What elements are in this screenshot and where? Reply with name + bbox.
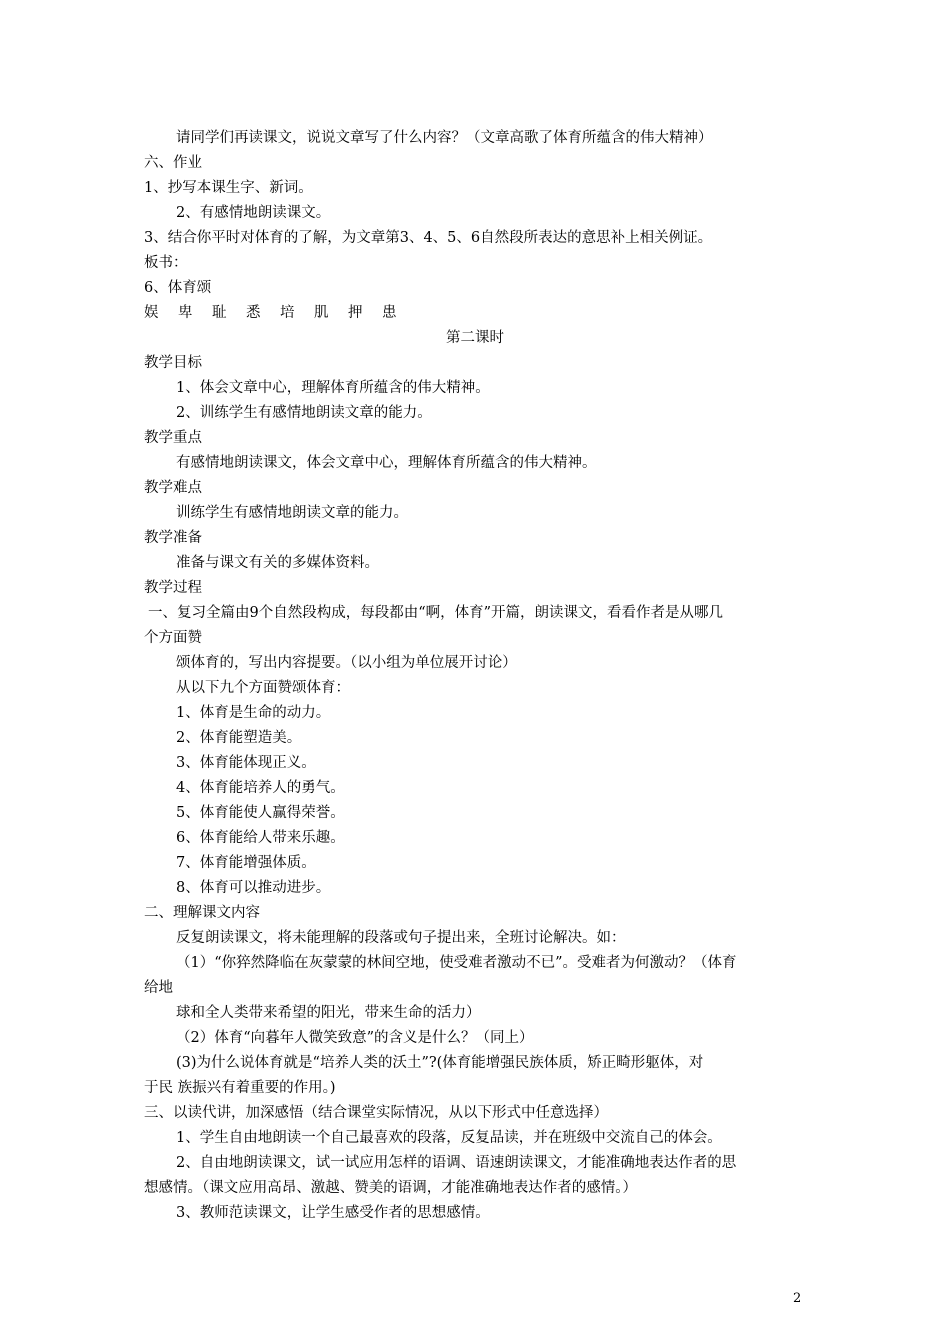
text-line: 2、训练学生有感情地朗读文章的能力。 [176,405,432,421]
board-char: 肌 [314,305,329,321]
text-line: 训练学生有感情地朗读文章的能力。 [176,505,408,521]
list-item: 5、体育能使人赢得荣誉。 [176,805,345,821]
section-heading: 二、理解课文内容 [144,905,260,921]
section-heading: 教学过程 [144,580,202,596]
text-line: 反复朗读课文，将未能理解的段落或句子提出来，全班讨论解决。如： [176,930,626,946]
list-item: 1、体育是生命的动力。 [176,705,331,721]
list-item: 6、体育能给人带来乐趣。 [176,830,345,846]
board-char: 培 [280,305,295,321]
text-line: 有感情地朗读课文，体会文章中心，理解体育所蕴含的伟大精神。 [176,455,597,471]
section-heading: 三、以读代讲，加深感悟（结合课堂实际情况，从以下形式中任意选择） [144,1105,608,1121]
text-line: 3、结合你平时对体育的了解，为文章第3、4、5、6自然段所表达的意思补上相关例证。 [144,230,713,246]
section-heading: 教学准备 [144,530,202,546]
text-line: 板书： [144,255,188,271]
board-characters [144,303,416,323]
text-line: 颂体育的，写出内容提要。（以小组为单位展开讨论） [176,655,517,671]
list-item: 4、体育能培养人的勇气。 [176,780,345,796]
text-line: (3)为什么说体育就是“培养人类的沃土”?(体育能增强民族体质，矫正畸形躯体，对 [176,1055,704,1071]
board-char: 卑 [178,305,193,321]
list-item: 7、体育能增强体质。 [176,855,316,871]
list-item: 3、体育能体现正义。 [176,755,316,771]
text-line: 一、复习全篇由9个自然段构成，每段都由“啊，体育”开篇，朗读课文，看看作者是从哪几 [148,605,724,621]
text-line: 给地 [144,980,173,996]
section-heading: 教学重点 [144,430,202,446]
text-line: 2、自由地朗读课文，试一试应用怎样的语调、语速朗读课文，才能准确地表达作者的思 [176,1155,737,1171]
text-line: 3、教师范读课文，让学生感受作者的思想感情。 [176,1205,490,1221]
section-heading: 教学难点 [144,480,202,496]
text-line: 1、学生自由地朗读一个自己最喜欢的段落，反复品读，并在班级中交流自己的体会。 [176,1130,722,1146]
text-line: 请同学们再读课文，说说文章写了什么内容？（文章高歌了体育所蕴含的伟大精神） [176,130,713,146]
list-item: 8、体育可以推动进步。 [176,880,331,896]
list-item: 2、体育能塑造美。 [176,730,302,746]
section-heading: 六、作业 [144,155,202,171]
text-line: 个方面赞 [144,630,202,646]
text-line: 准备与课文有关的多媒体资料。 [176,555,379,571]
text-line: 球和全人类带来希望的阳光，带来生命的活力） [176,1005,481,1021]
text-line: 想感情。（课文应用高昂、激越、赞美的语调，才能准确地表达作者的感情。） [144,1180,637,1196]
text-line: （1）“你猝然降临在灰蒙蒙的林间空地，使受难者激动不已”。受难者为何激动？（体育 [176,955,737,971]
board-char: 耻 [212,305,227,321]
lesson-title: 第二课时 [446,330,504,346]
text-line: 从以下九个方面赞颂体育： [176,680,350,696]
page-number: 2 [793,1291,802,1306]
board-char: 患 [382,305,397,321]
board-char: 押 [348,305,363,321]
text-line: 于民 族振兴有着重要的作用。) [144,1080,336,1096]
board-char: 悉 [246,305,261,321]
board-char: 娱 [144,305,159,321]
text-line: （2）体育“向暮年人微笑致意”的含义是什么？（同上） [176,1030,534,1046]
text-line: 1、抄写本课生字、新词。 [144,180,313,196]
text-line: 2、有感情地朗读课文。 [176,205,331,221]
text-line: 1、体会文章中心，理解体育所蕴含的伟大精神。 [176,380,490,396]
section-heading: 教学目标 [144,355,202,371]
text-line: 6、体育颂 [144,280,212,296]
